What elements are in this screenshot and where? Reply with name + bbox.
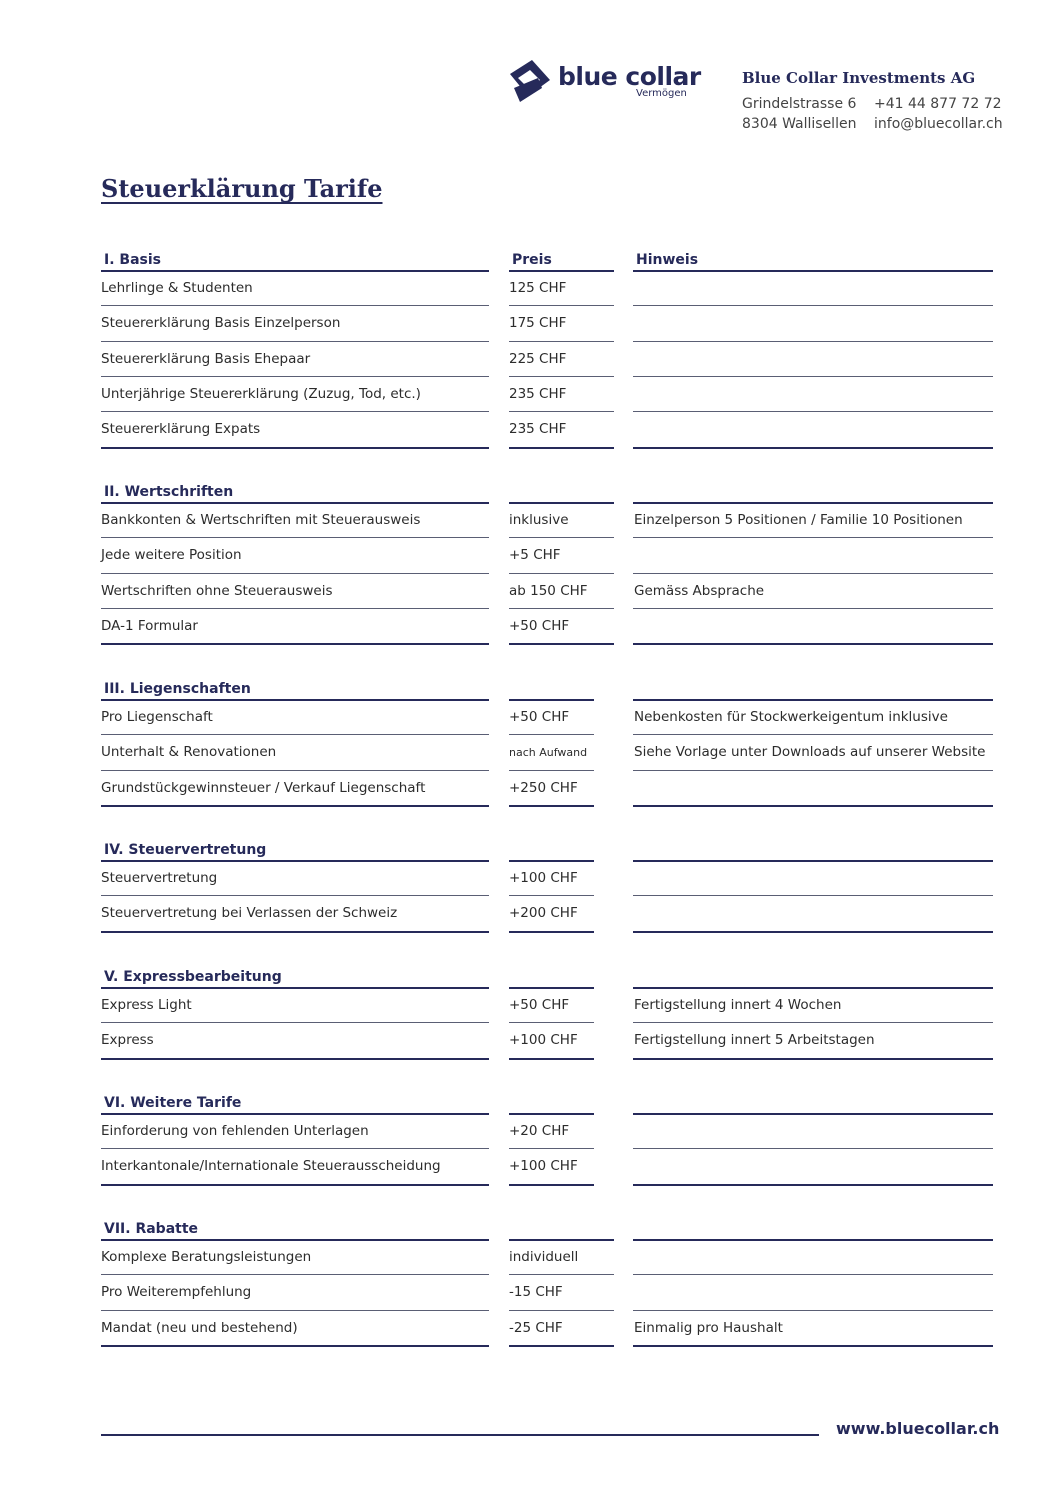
row-label: Bankkonten & Wertschriften mit Steuerausweis <box>101 512 421 528</box>
row-label: Grundstückgewinnsteuer / Verkauf Liegenschaft <box>101 780 426 796</box>
row-divider <box>509 1345 614 1347</box>
row-price: +100 CHF <box>509 1158 578 1174</box>
row-label: Komplexe Beratungsleistungen <box>101 1249 312 1265</box>
row-label: Steuererklärung Basis Einzelperson <box>101 315 341 331</box>
row-divider <box>509 1310 614 1311</box>
section-top-line <box>633 1239 993 1241</box>
phone-number[interactable]: +41 44 877 72 72 <box>874 96 1002 112</box>
section-top-line <box>509 502 614 504</box>
row-divider <box>101 1022 489 1023</box>
row-price: +250 CHF <box>509 780 578 796</box>
section-top-line <box>509 987 594 989</box>
column-header-price: Preis <box>512 252 552 268</box>
row-divider <box>633 1058 993 1060</box>
row-divider <box>509 1148 594 1149</box>
row-divider <box>509 734 594 735</box>
section-top-line <box>101 699 489 701</box>
section-top-line <box>633 1113 993 1115</box>
row-divider <box>633 608 993 609</box>
section-top-line <box>509 699 594 701</box>
row-note: Gemäss Absprache <box>634 583 765 599</box>
row-label: Mandat (neu und bestehend) <box>101 1320 298 1336</box>
row-label: Steuererklärung Expats <box>101 421 261 437</box>
row-price: -15 CHF <box>509 1284 563 1300</box>
row-price: +20 CHF <box>509 1123 570 1139</box>
row-label: Jede weitere Position <box>101 547 242 563</box>
logo-name: blue collar <box>558 62 701 91</box>
row-label: DA-1 Formular <box>101 618 198 634</box>
section-heading: III. Liegenschaften <box>104 681 251 697</box>
address-city: 8304 Wallisellen <box>742 116 857 132</box>
row-divider <box>633 537 993 538</box>
row-divider <box>509 643 614 645</box>
section-top-line <box>633 987 993 989</box>
section-heading: I. Basis <box>104 252 161 268</box>
row-divider <box>633 805 993 807</box>
row-divider <box>101 305 489 306</box>
row-divider <box>101 805 489 807</box>
row-label: Interkantonale/Internationale Steuerausscheidung <box>101 1158 441 1174</box>
row-divider <box>633 895 993 896</box>
row-price: nach Aufwand <box>509 746 588 759</box>
logo <box>508 58 701 106</box>
section-top-line <box>509 1239 614 1241</box>
row-divider <box>509 573 614 574</box>
row-label: Unterjährige Steuererklärung (Zuzug, Tod, etc.) <box>101 386 421 402</box>
section-top-line <box>101 987 489 989</box>
section-heading: V. Expressbearbeitung <box>104 969 282 985</box>
row-divider <box>101 770 489 771</box>
row-divider <box>101 1184 489 1186</box>
row-divider <box>509 931 594 933</box>
row-divider <box>633 931 993 933</box>
section-heading: VI. Weitere Tarife <box>104 1095 242 1111</box>
row-price: 225 CHF <box>509 351 567 367</box>
row-divider <box>509 1184 594 1186</box>
email-address[interactable]: info@bluecollar.ch <box>874 116 1003 132</box>
section-heading: IV. Steuervertretung <box>104 842 267 858</box>
section-top-line <box>101 502 489 504</box>
row-note: Einmalig pro Haushalt <box>634 1320 783 1336</box>
section-top-line <box>509 270 614 272</box>
row-label: Unterhalt & Renovationen <box>101 744 277 760</box>
section-heading: VII. Rabatte <box>104 1221 199 1237</box>
row-divider <box>509 411 614 412</box>
row-divider <box>101 447 489 449</box>
row-divider <box>101 895 489 896</box>
row-divider <box>509 770 594 771</box>
section-top-line <box>101 1239 489 1241</box>
company-name: Blue Collar Investments AG <box>742 69 976 87</box>
row-divider <box>101 573 489 574</box>
row-divider <box>509 537 614 538</box>
row-divider <box>101 1310 489 1311</box>
row-price: 235 CHF <box>509 386 567 402</box>
row-note: Einzelperson 5 Positionen / Familie 10 Positionen <box>634 512 963 528</box>
row-divider <box>509 1274 614 1275</box>
row-divider <box>633 1345 993 1347</box>
row-divider <box>633 1310 993 1311</box>
row-label: Lehrlinge & Studenten <box>101 280 253 296</box>
row-price: +50 CHF <box>509 997 570 1013</box>
section-top-line <box>509 860 594 862</box>
row-divider <box>101 411 489 412</box>
row-divider <box>101 341 489 342</box>
section-top-line <box>633 860 993 862</box>
row-divider <box>633 1184 993 1186</box>
row-price: +5 CHF <box>509 547 561 563</box>
row-divider <box>101 376 489 377</box>
row-divider <box>101 1148 489 1149</box>
row-label: Pro Weiterempfehlung <box>101 1284 252 1300</box>
row-divider <box>509 447 614 449</box>
row-label: Steuervertretung bei Verlassen der Schweiz <box>101 905 398 921</box>
row-divider <box>633 1148 993 1149</box>
row-label: Wertschriften ohne Steuerausweis <box>101 583 333 599</box>
row-divider <box>509 895 594 896</box>
row-divider <box>633 770 993 771</box>
row-price: 235 CHF <box>509 421 567 437</box>
row-price: -25 CHF <box>509 1320 563 1336</box>
section-top-line <box>101 1113 489 1115</box>
row-note: Fertigstellung innert 4 Wochen <box>634 997 842 1013</box>
row-divider <box>633 734 993 735</box>
section-top-line <box>633 699 993 701</box>
section-top-line <box>509 1113 594 1115</box>
row-divider <box>633 1274 993 1275</box>
section-top-line <box>633 502 993 504</box>
row-divider <box>509 341 614 342</box>
row-label: Einforderung von fehlenden Unterlagen <box>101 1123 369 1139</box>
envelope-logo-icon <box>508 58 554 104</box>
row-label: Pro Liegenschaft <box>101 709 213 725</box>
address-street: Grindelstrasse 6 <box>742 96 857 112</box>
row-divider <box>633 573 993 574</box>
row-price: +100 CHF <box>509 1032 578 1048</box>
page-title: Steuerklärung Tarife <box>101 174 383 203</box>
row-divider <box>509 305 614 306</box>
footer-divider <box>101 1434 819 1436</box>
row-price: individuell <box>509 1249 579 1265</box>
row-divider <box>509 1022 594 1023</box>
row-divider <box>633 447 993 449</box>
row-price: +50 CHF <box>509 618 570 634</box>
section-top-line <box>633 270 993 272</box>
row-label: Express <box>101 1032 154 1048</box>
column-header-note: Hinweis <box>636 252 699 268</box>
row-divider <box>101 608 489 609</box>
row-price: +50 CHF <box>509 709 570 725</box>
row-divider <box>101 1345 489 1347</box>
section-top-line <box>101 270 489 272</box>
row-price: 125 CHF <box>509 280 567 296</box>
row-price: inklusive <box>509 512 569 528</box>
logo-subtitle: Vermögen <box>636 88 687 99</box>
row-divider <box>633 1022 993 1023</box>
section-top-line <box>101 860 489 862</box>
row-divider <box>633 305 993 306</box>
row-price: +200 CHF <box>509 905 578 921</box>
row-divider <box>101 931 489 933</box>
row-price: +100 CHF <box>509 870 578 886</box>
row-divider <box>101 1058 489 1060</box>
row-divider <box>101 643 489 645</box>
row-divider <box>101 1274 489 1275</box>
row-divider <box>509 1058 594 1060</box>
section-heading: II. Wertschriften <box>104 484 234 500</box>
row-divider <box>633 643 993 645</box>
row-divider <box>509 805 594 807</box>
row-label: Steuervertretung <box>101 870 218 886</box>
row-note: Fertigstellung innert 5 Arbeitstagen <box>634 1032 875 1048</box>
row-divider <box>101 537 489 538</box>
row-divider <box>633 411 993 412</box>
row-divider <box>101 734 489 735</box>
row-label: Express Light <box>101 997 192 1013</box>
row-price: 175 CHF <box>509 315 567 331</box>
row-divider <box>633 341 993 342</box>
row-note: Nebenkosten für Stockwerkeigentum inklusive <box>634 709 948 725</box>
row-price: ab 150 CHF <box>509 583 588 599</box>
row-label: Steuererklärung Basis Ehepaar <box>101 351 311 367</box>
website-link[interactable]: www.bluecollar.ch <box>836 1419 1000 1438</box>
row-divider <box>509 376 614 377</box>
row-note: Siehe Vorlage unter Downloads auf unserer Website <box>634 744 986 760</box>
row-divider <box>509 608 614 609</box>
row-divider <box>633 376 993 377</box>
